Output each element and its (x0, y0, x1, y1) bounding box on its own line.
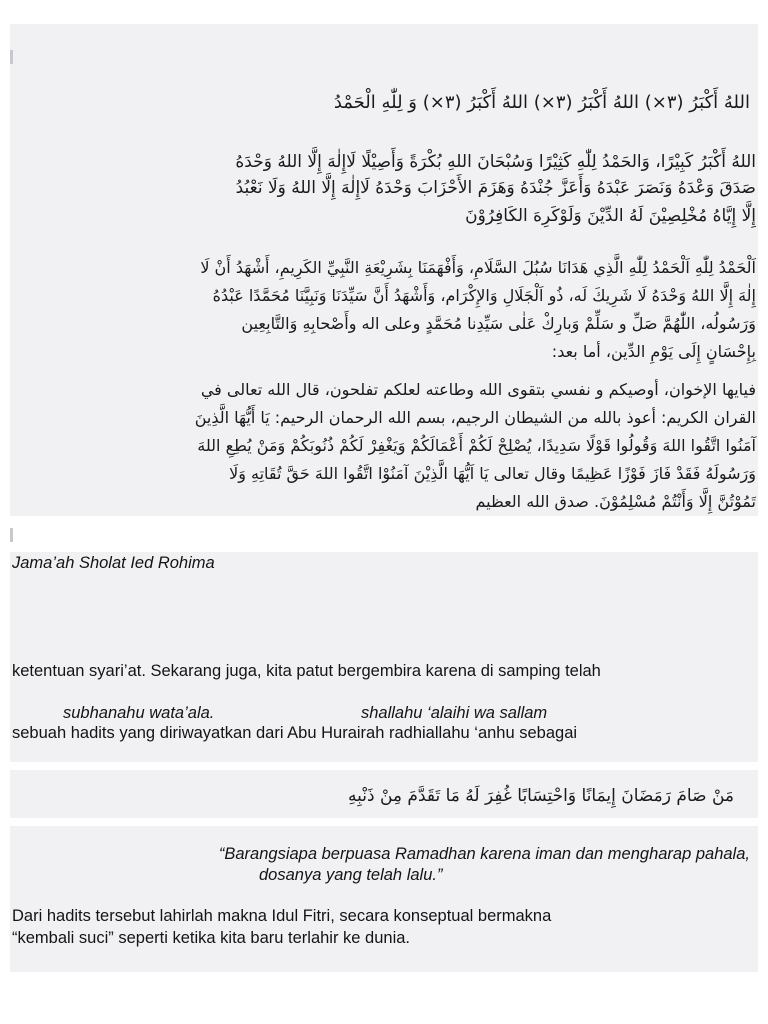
takbir-line: اللهُ أَكْبَرُ (٣×) اللهُ أَكْبَرُ (٣×) اللهُ أَكْبَرُ (٣×) وَ لِلّٰهِ الْحَمْدُ (333, 92, 750, 113)
subhanahu-phrase: subhanahu wata’ala. (63, 704, 215, 722)
closing-line-2: “kembali suci” seperti ketika kita baru terlahir ke dunia. (12, 929, 411, 947)
takbir-block-line: إِلَّا إِيَّاهُ مُخْلِصِيْنَ لَهُ الدِّيْنَ وَلَوْكَرِهَ الكَافِرُوْنَ (465, 206, 756, 226)
hadith-translation-line-2: dosanya yang telah lalu.” (259, 866, 443, 884)
hamdalah-line: إِلٰهَ إِلَّا اللهُ وَحْدَهُ لَا شَرِيكَ لَه، ذُو اَلْجَلَالِ وَالإِكْرَام، وَأَشْهَدُ أَنَّ سَيِّدَنَا وَنَبِيَّنَا مُحَمَّدًا عَبْدُهُ (212, 286, 756, 305)
syariat-line: ketentuan syari’at. Sekarang juga, kita patut bergembira karena di samping telah (12, 662, 601, 680)
closing-line-1: Dari hadits tersebut lahirlah makna Idul Fitri, secara konseptual bermakna (12, 907, 552, 925)
wasiat-line: وَرَسُولَهُ فَقَدْ فَازَ فَوْزًا عَظِيمًا وقال تعالى يَا اَيُّهَا الَّذِيْنَ آمَنُوْا اتَّقُوا اللهَ حَقَّ تُقَاتِهِ وَلَا (229, 464, 756, 483)
wasiat-line: فيايها الإخوان، أوصيكم و نفسي بتقوى الله وطاعته لعلكم تفلحون، قال الله تعالى في (200, 380, 756, 399)
hamdalah-line: وَرَسُولُه، اللّٰهُمَّ صَلِّ و سَلِّمْ وَبارِكْ عَلٰى سَيِّدِنا مُحَمَّدٍ وعلى اله وأَصْحابِهِ وَالتَّابِعِين (241, 314, 756, 333)
hadith-translation-line-1: “Barangsiapa berpuasa Ramadhan karena iman dan mengharap pahala, (218, 845, 750, 863)
margin-marker (10, 528, 13, 542)
hadith-arabic-text: مَنْ صَامَ رَمَضَانَ إِيمَانًا وَاحْتِسَابًا غُفِرَ لَهُ مَا تَقَدَّمَ مِنْ ذَنْبِهِ (348, 786, 734, 806)
wasiat-line: تَمُوْتُنَّ إِلَّا وَأَنْتُمْ مُسْلِمُوْنَ. صدق الله العظيم (475, 492, 756, 511)
wasiat-line: القران الكريم: أعوذ بالله من الشيطان الرجيم، بسم الله الرحمان الرحيم: يَا أَيُّهَا الَّذِينَ (194, 408, 756, 427)
hamdalah-line: اَلْحَمْدُ لِلّٰهِ اَلْحَمْدُ لِلّٰهِ الَّذِي هَدَانَا سُبُلَ السَّلَامِ، وَأَفْهَمَنَا بِشَرِيْعَةِ النَّبِيِّ الكَرِيمِ، أَشْهَدُ أَنْ لَا (200, 258, 756, 277)
takbir-block-line: صَدَقَ وَعْدَهُ وَنَصَرَ عَبْدَهُ وَأَعَزَّ جُنْدَهُ وَهَزَمَ الأَحْزَابَ وَحْدَهُ لَاإِلٰهَ إِلَّا اللهُ وَلَا نَعْبُدُ (235, 178, 756, 198)
hadits-intro-line: sebuah hadits yang diriwayatkan dari Abu Hurairah radhiallahu ‘anhu sebagai (12, 724, 578, 742)
wasiat-line: آمَنُوا اتَّقُوا اللهَ وَقُولُوا قَوْلًا سَدِيدًا، يُصْلِحْ لَكُمْ أَعْمَالَكُمْ وَيَغْفِرْ لَكُمْ ذُنُوبَكُمْ وَمَنْ يُطِعِ اللهَ (197, 436, 756, 455)
takbir-block-line: اللهُ أَكْبَرُ كَبِيْرًا، وَالحَمْدُ لِلّٰهِ كَثِيْرًا وَسُبْحَانَ اللهِ بُكْرَةً وَأَصِيْلًا لَاإِلٰهَ إِلَّا اللهُ وَحْدَهُ (235, 152, 756, 172)
margin-marker (10, 50, 13, 64)
shallahu-phrase: shallahu ‘alaihi wa sallam (361, 704, 548, 722)
jamaah-heading: Jama’ah Sholat Ied Rohima (12, 554, 215, 572)
hamdalah-line: بِإِحْسَانٍ إِلَى يَوْمِ الدِّين، أما بعد: (551, 342, 756, 361)
